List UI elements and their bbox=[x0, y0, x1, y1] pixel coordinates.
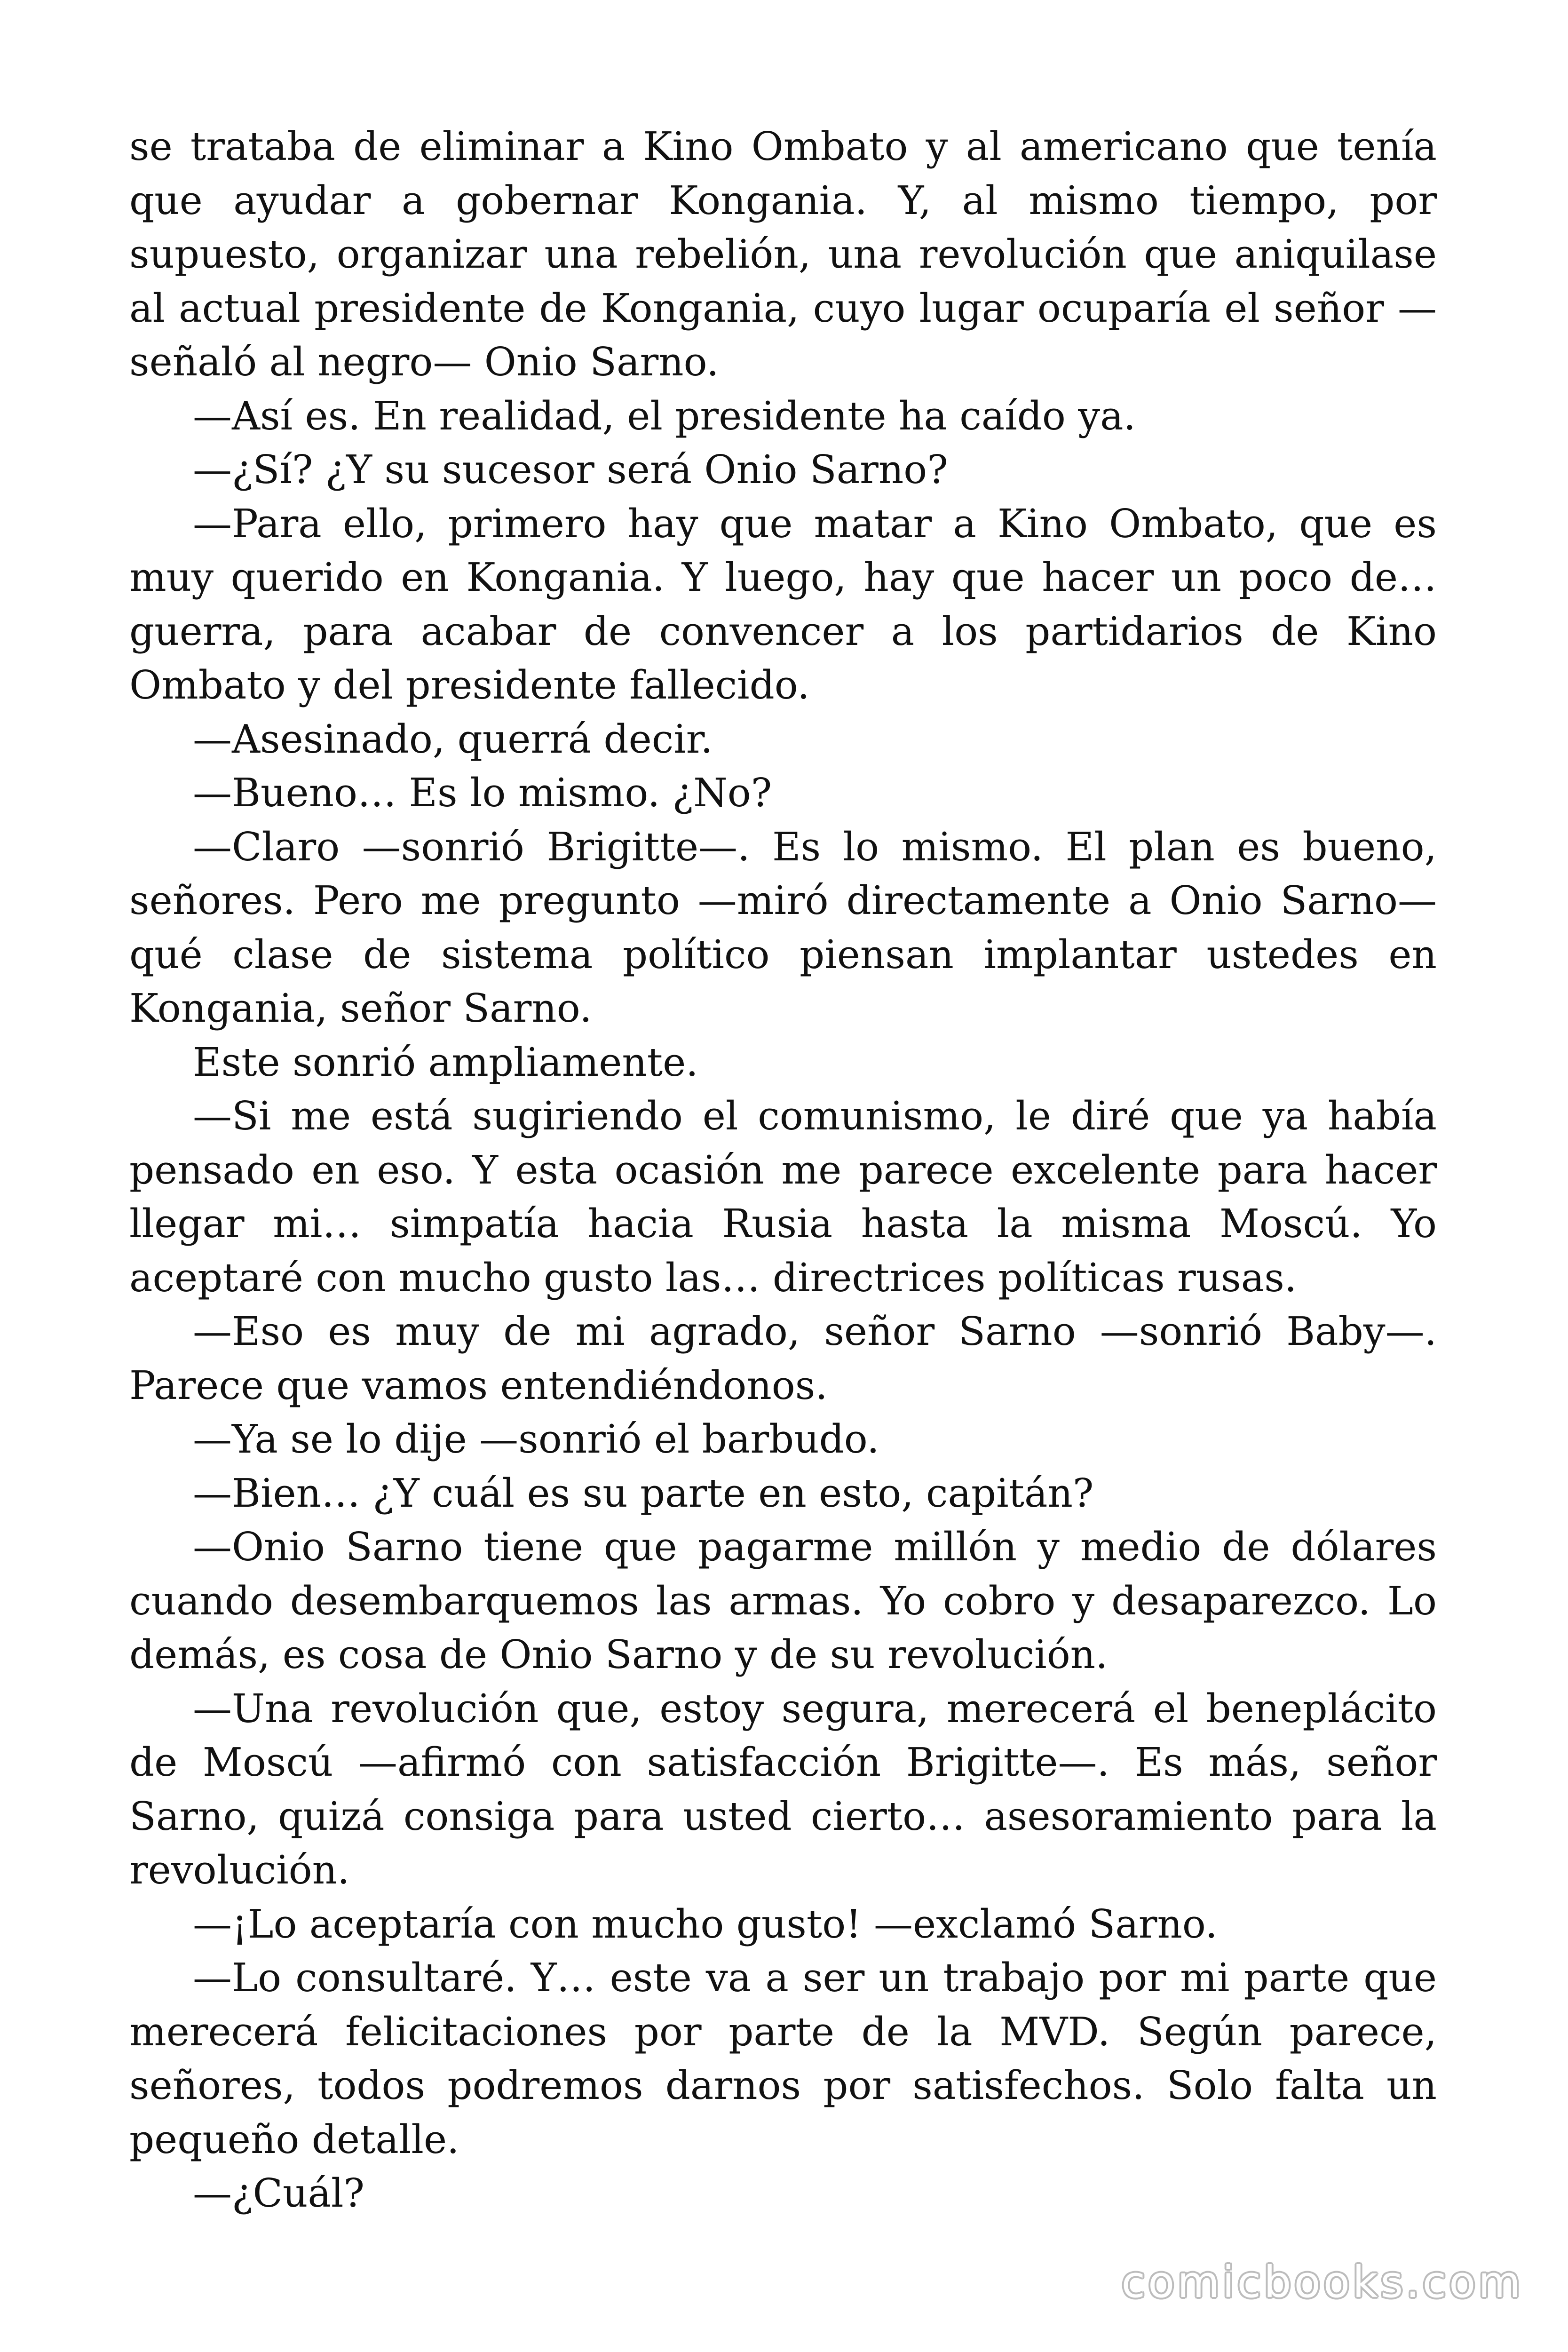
paragraph: —Si me está sugiriendo el comunismo, le diré que ya había pensado en eso. Y esta ocasión me parece excelente para hacer llegar mi… simpatía hacia Rusia hasta la misma Moscú. Yo aceptaré con mucho gusto las… directrices políticas rusas. bbox=[129, 1093, 1437, 1301]
paragraph: —¿Sí? ¿Y su sucesor será Onio Sarno? bbox=[193, 447, 948, 493]
body-text bbox=[129, 120, 1437, 2221]
paragraph: —Eso es muy de mi agrado, señor Sarno —sonrió Baby—. Parece que vamos entendiéndonos. bbox=[129, 1309, 1437, 1408]
paragraph: —Una revolución que, estoy segura, merecerá el beneplácito de Moscú —afirmó con satisfacción Brigitte—. Es más, señor Sarno, quizá consiga para usted cierto… asesoramiento para la revolución. bbox=[129, 1685, 1437, 1893]
paragraph: —Asesinado, querrá decir. bbox=[193, 716, 713, 762]
paragraph: —Ya se lo dije —sonrió el barbudo. bbox=[193, 1416, 879, 1462]
paragraph: —Claro —sonrió Brigitte—. Es lo mismo. El plan es bueno, señores. Pero me pregunto —miró directamente a Onio Sarno— qué clase de sistema político piensan implantar ustedes en Kongania, señor Sarno. bbox=[129, 824, 1437, 1031]
paragraph: —Onio Sarno tiene que pagarme millón y medio de dólares cuando desembarquemos las armas. Yo cobro y desaparezco. Lo demás, es cosa de Onio Sarno y de su revolución. bbox=[129, 1524, 1437, 1677]
paragraph: —Bien… ¿Y cuál es su parte en esto, capitán? bbox=[193, 1470, 1094, 1516]
paragraph: —Bueno… Es lo mismo. ¿No? bbox=[193, 770, 772, 816]
paragraph: —¿Cuál? bbox=[193, 2170, 364, 2216]
paragraph: —Para ello, primero hay que matar a Kino Ombato, que es muy querido en Kongania. Y luego, hay que hacer un poco de… guerra, para acabar de convencer a los partidarios de Kino Ombato y del presidente fallecido. bbox=[129, 501, 1437, 708]
paragraph: se trataba de eliminar a Kino Ombato y al americano que tenía que ayudar a gobernar Kongania. Y, al mismo tiempo, por supuesto, organizar una rebelión, una revolución que aniquilase al actual presidente de Kongania, cuyo lugar ocuparía el señor —señaló al negro— Onio Sarno. bbox=[129, 124, 1437, 385]
paragraph: —Así es. En realidad, el presidente ha caído ya. bbox=[193, 393, 1136, 439]
paragraph: —Lo consultaré. Y… este va a ser un trabajo por mi parte que merecerá felicitaciones por parte de la MVD. Según parece, señores, todos podremos darnos por satisfechos. Solo falta un pequeño detalle. bbox=[129, 1955, 1437, 2162]
paragraph: Este sonrió ampliamente. bbox=[193, 1039, 698, 1085]
paragraph: —¡Lo aceptaría con mucho gusto! —exclamó Sarno. bbox=[193, 1901, 1218, 1947]
site-watermark: comicbooks.com bbox=[1121, 2257, 1523, 2307]
